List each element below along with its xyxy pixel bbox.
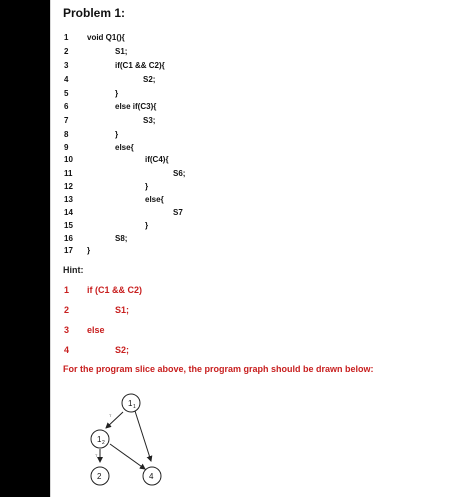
code-line: S2; (143, 75, 156, 84)
code-line: S8; (115, 234, 128, 243)
code-line: } (115, 89, 119, 98)
code-line: S3; (143, 116, 156, 125)
hint-code-line: if (C1 && C2) (87, 285, 143, 295)
hint-code-line: S2; (115, 345, 130, 355)
code-line: } (87, 246, 91, 255)
code-line: else{ (145, 195, 164, 204)
code-line: if(C4){ (145, 155, 169, 164)
graph-node-4 (143, 467, 161, 485)
hint-line-number: 3 (64, 325, 70, 335)
hint-line-number: 1 (64, 285, 70, 295)
edge-label: T (95, 453, 98, 458)
program-graph (51, 385, 474, 497)
code-line: else{ (115, 143, 134, 152)
graph-edge (110, 444, 145, 469)
hint-line-number: 4 (64, 345, 70, 355)
line-number: 8 (64, 130, 69, 139)
node-subscript: 1 (133, 404, 136, 410)
graph-node-1-1 (122, 394, 140, 412)
document-page (50, 0, 474, 497)
edge-label: T (109, 413, 112, 418)
line-number: 5 (64, 89, 69, 98)
code-line: if(C1 && C2){ (115, 61, 165, 70)
line-number: 14 (64, 208, 73, 217)
code-line: void Q1(){ (87, 33, 125, 42)
code-line: S1; (115, 47, 128, 56)
line-number: 4 (64, 75, 69, 84)
line-number: 13 (64, 195, 73, 204)
hint-code-line: else (87, 325, 105, 335)
line-number: 2 (64, 47, 69, 56)
graph-node-2 (91, 467, 109, 485)
node-label: 4 (149, 472, 154, 481)
code-line: S6; (173, 169, 186, 178)
line-number: 15 (64, 221, 73, 230)
code-line: } (145, 221, 149, 230)
node-label: 1 (128, 399, 133, 408)
line-number: 7 (64, 116, 69, 125)
code-line: else if(C3){ (115, 102, 157, 111)
node-label: 1 (97, 435, 102, 444)
node-label: 2 (97, 472, 102, 481)
hint-note: For the program slice above, the program graph should be drawn below: (63, 364, 374, 374)
line-number: 6 (64, 102, 69, 111)
line-number: 17 (64, 246, 73, 255)
graph-edge (135, 411, 151, 461)
line-number: 10 (64, 155, 73, 164)
line-number: 16 (64, 234, 73, 243)
line-number: 9 (64, 143, 69, 152)
code-line: } (145, 182, 149, 191)
hint-line-number: 2 (64, 305, 70, 315)
code-line: S7 (173, 208, 183, 217)
graph-node-1-2 (91, 430, 109, 448)
hint-title: Hint: (63, 265, 84, 275)
line-number: 12 (64, 182, 73, 191)
problem-title: Problem 1: (63, 6, 126, 20)
node-subscript: 2 (102, 440, 105, 446)
line-number: 1 (64, 33, 69, 42)
code-line: } (115, 130, 119, 139)
line-number: 3 (64, 61, 69, 70)
line-number: 11 (64, 169, 73, 178)
hint-code-line: S1; (115, 305, 130, 315)
